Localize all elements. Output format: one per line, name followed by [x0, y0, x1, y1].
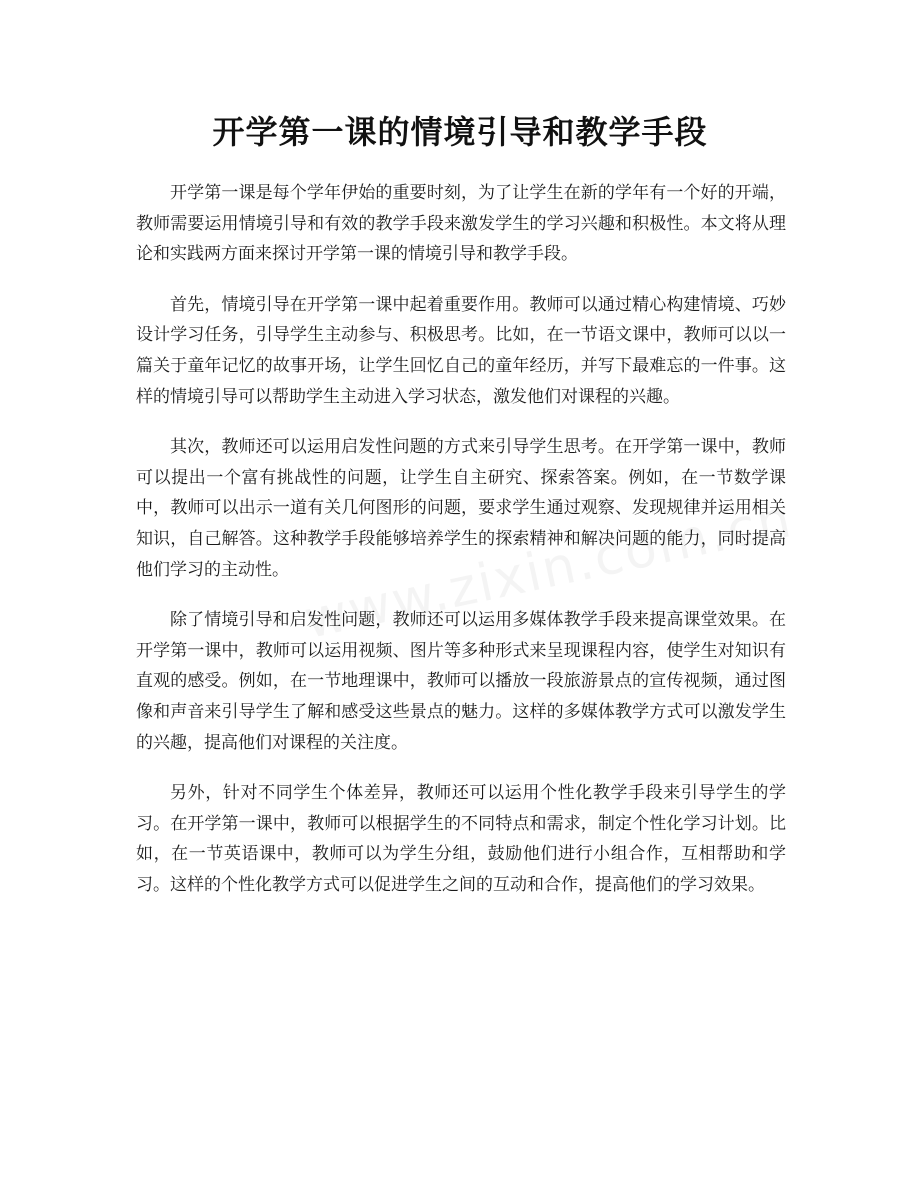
- paragraph-heuristic-questions: 其次，教师还可以运用启发性问题的方式来引导学生思考。在开学第一课中，教师可以提出一个富有挑战性的问题，让学生自主研究、探索答案。例如，在一节数学课中，教师可以出示一道有关几何图形的问题，要求学生通过观察、发现规律并运用相关知识，自己解答。这种教学手段能够培养学生的探索精神和解决问题的能力，同时提高他们学习的主动性。: [136, 437, 786, 580]
- paragraph-personalized-teaching: 另外，针对不同学生个体差异，教师还可以运用个性化教学手段来引导学生的学习。在开学第一课中，教师可以根据学生的不同特点和需求，制定个性化学习计划。比如，在一节英语课中，教师可以为学生分组，鼓励他们进行小组合作，互相帮助和学习。这样的个性化教学方式可以促进学生之间的互动和合作，提高他们的学习效果。: [136, 783, 786, 895]
- paragraph-intro: 开学第一课是每个学年伊始的重要时刻，为了让学生在新的学年有一个好的开端，教师需要运用情境引导和有效的教学手段来激发学生的学习兴趣和积极性。本文将从理论和实践两方面来探讨开学第一课的情境引导和教学手段。: [136, 183, 786, 265]
- document-title: 开学第一课的情境引导和教学手段: [212, 113, 708, 151]
- document-body: [136, 178, 786, 920]
- paragraph-multimedia-teaching: 除了情境引导和启发性问题，教师还可以运用多媒体教学手段来提高课堂效果。在开学第一课中，教师可以运用视频、图片等多种形式来呈现课程内容，使学生对知识有直观的感受。例如，在一节地理课中，教师可以播放一段旅游景点的宣传视频，通过图像和声音来引导学生了解和感受这些景点的魅力。这样的多媒体教学方式可以激发学生的兴趣，提高他们对课程的关注度。: [136, 610, 786, 753]
- paragraph-situational-guidance: 首先，情境引导在开学第一课中起着重要作用。教师可以通过精心构建情境、巧妙设计学习任务，引导学生主动参与、积极思考。比如，在一节语文课中，教师可以以一篇关于童年记忆的故事开场，让学生回忆自己的童年经历，并写下最难忘的一件事。这样的情境引导可以帮助学生主动进入学习状态，激发他们对课程的兴趣。: [136, 294, 786, 407]
